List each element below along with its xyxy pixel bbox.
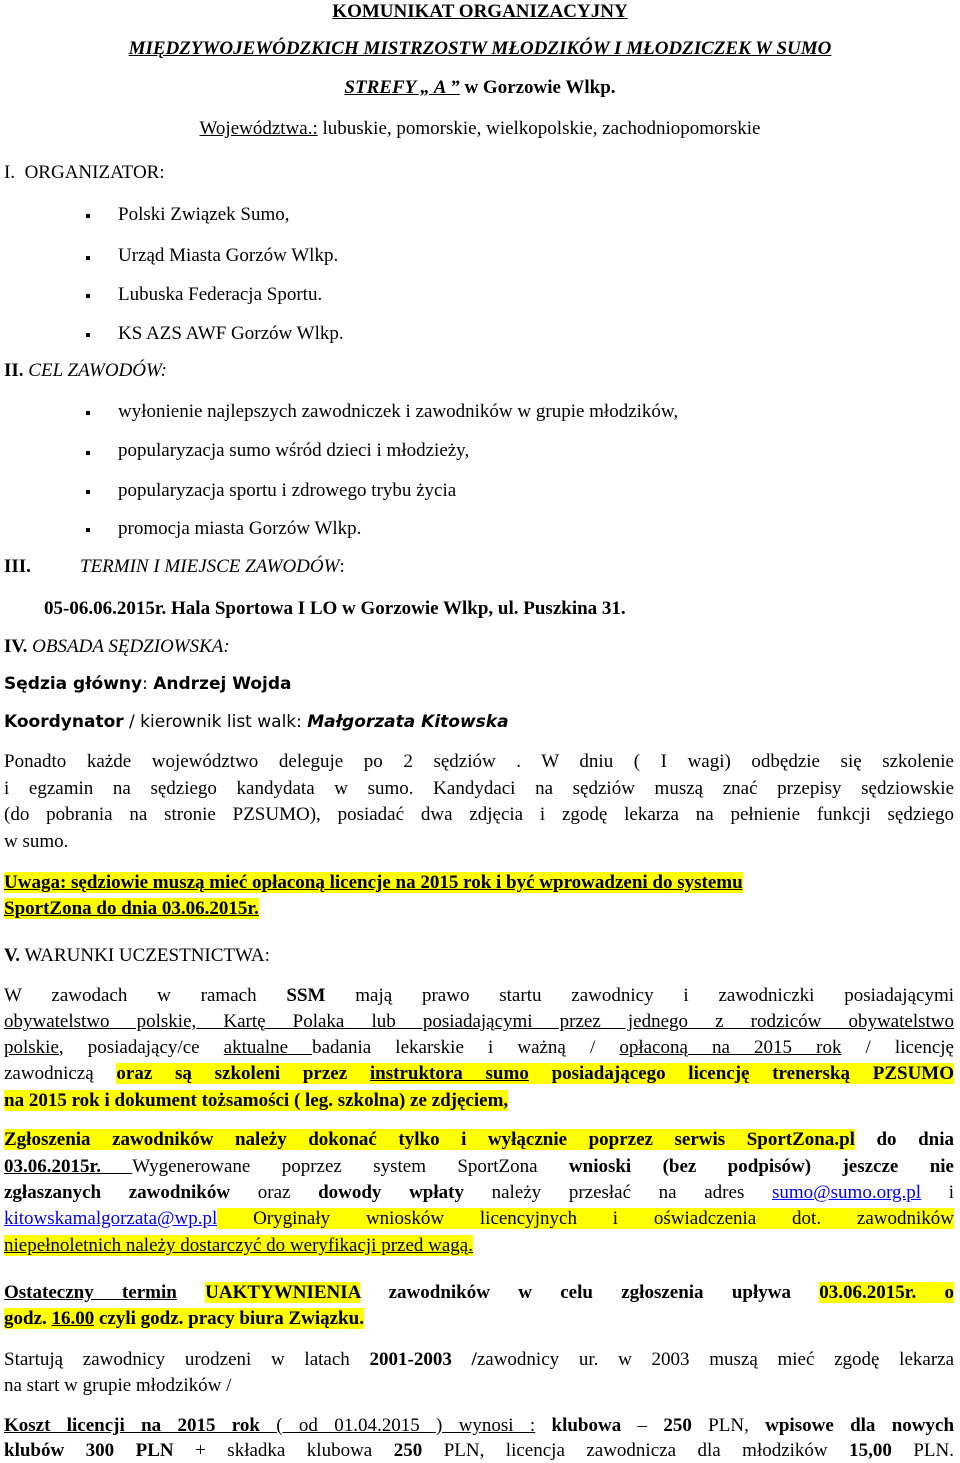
section-referees-heading	[4, 635, 230, 659]
text-run: SSM	[286, 985, 326, 1006]
text-run: na 2015 rok i dokument tożsamości ( leg. szkolna) ze zdjęciem,	[4, 1090, 509, 1111]
text-run: i	[921, 1182, 955, 1203]
paragraph-line	[4, 1234, 473, 1258]
text-run	[177, 1282, 205, 1303]
list-item: Lubuska Federacja Sportu.	[118, 284, 323, 305]
paragraph-line	[4, 984, 954, 1008]
paragraph-line	[4, 1281, 954, 1305]
chief-referee-name: Andrzej Wojda	[153, 674, 292, 694]
bullet-icon	[86, 451, 90, 455]
coordinator-role: / kierownik list walk:	[123, 712, 308, 732]
chief-referee-line	[4, 674, 292, 695]
section-number: I.	[4, 162, 16, 183]
list-item: Polski Związek Sumo,	[118, 204, 290, 225]
text-run: Oryginały wniosków licencyjnych i oświadczenia dot. zawodników	[217, 1208, 954, 1229]
city-name: w Gorzowie Wlkp.	[459, 77, 616, 98]
section-number: V.	[4, 945, 21, 966]
text-run: , posiadający/ce	[58, 1037, 224, 1058]
paragraph-line	[4, 1128, 954, 1152]
text-run: Zgłoszenia zawodników należy dokonać tylko i wyłącznie poprzez serwis SportZona.pl	[4, 1129, 855, 1150]
section-title: TERMIN I MIEJSCE ZAWODÓW	[80, 556, 340, 577]
heading-colon: :	[339, 556, 345, 577]
referee-warning	[4, 897, 259, 921]
text-run: oraz są szkoleni przez	[116, 1063, 370, 1084]
text-run: + składka klubowa	[173, 1440, 394, 1461]
email-link[interactable]: sumo@sumo.org.pl	[771, 1182, 922, 1203]
text-run: ( od 01.04.2015 ) wynosi :	[259, 1415, 536, 1436]
text-run: 15,00	[849, 1440, 892, 1461]
list-item: popularyzacja sportu i zdrowego trybu życia	[118, 480, 457, 501]
paragraph-line: i egzamin na sędziego kandydata w sumo. Kandydaci na sędziów muszą znać przepisy sędziowskie	[4, 778, 954, 799]
text-run: mają prawo startu zawodnicy i zawodniczki posiadającymi	[325, 985, 954, 1006]
chief-referee-label: Sędzia główny	[4, 674, 143, 694]
section-title: ORGANIZATOR:	[24, 162, 165, 183]
text-run: W zawodach w ramach	[4, 985, 287, 1006]
list-item: Urząd Miasta Gorzów Wlkp.	[118, 245, 339, 266]
warning-text: Uwaga: sędziowie muszą mieć opłaconą licencje na 2015 rok i być wprowadzeni do systemu	[4, 872, 743, 893]
bullet-icon	[86, 294, 90, 298]
paragraph-line	[4, 1089, 508, 1113]
text-run: / licencję	[841, 1037, 954, 1058]
text-run: 16.00	[51, 1308, 95, 1329]
paragraph-line	[4, 1439, 954, 1463]
paragraph-line: Ponadto każde województwo deleguje po 2 sędziów . W dniu ( I wagi) odbędzie się szkolenie	[4, 751, 954, 772]
label-separator: :	[142, 674, 154, 694]
text-run: 03.06.2015r. o	[819, 1282, 954, 1303]
text-run: posiadającego licencję trenerską PZSUMO	[528, 1063, 954, 1084]
text-run: oraz	[230, 1182, 319, 1203]
text-run: klubów 300 PLN	[4, 1440, 174, 1461]
list-item: popularyzacja sumo wśród dzieci i młodzieży,	[118, 440, 470, 461]
text-run: 03.06.2015r.	[4, 1156, 133, 1177]
text-run: zgłaszanych zawodników	[4, 1182, 231, 1203]
section-organizer-heading	[4, 161, 165, 185]
bullet-icon	[86, 490, 90, 494]
paragraph-line	[4, 1155, 954, 1179]
voivodeships-list: lubuskie, pomorskie, wielkopolskie, zachodniopomorskie	[317, 118, 761, 139]
text-run: PLN, licencja zawodnicza dla młodzików	[422, 1440, 850, 1461]
text-run: 250	[393, 1440, 423, 1461]
section-title: WARUNKI UCZESTNICTWA:	[24, 945, 270, 966]
paragraph-line	[4, 1036, 954, 1060]
paragraph-line: w sumo.	[4, 831, 69, 852]
text-run: Wygenerowane poprzez system SportZona	[132, 1156, 569, 1177]
text-run: aktualne	[223, 1037, 313, 1058]
list-item: KS AZS AWF Gorzów Wlkp.	[118, 323, 344, 344]
list-item: wyłonienie najlepszych zawodniczek i zawodników w grupie młodzików,	[118, 401, 679, 422]
text-run: Startują zawodnicy urodzeni w latach	[4, 1349, 370, 1370]
zone-name: STREFY „ A ”	[344, 77, 460, 98]
section-title: OBSADA SĘDZIOWSKA:	[32, 636, 230, 657]
coordinator-name: Małgorzata Kitowska	[307, 712, 509, 732]
text-run: należy przesłać na adres	[463, 1182, 772, 1203]
paragraph-line: na start w grupie młodzików /	[4, 1375, 232, 1396]
section-conditions-heading	[4, 944, 270, 968]
text-run: opłaconą na 2015 rok	[619, 1037, 842, 1058]
text-run: zawodnicy ur. w 2003 muszą mieć zgodę lekarza	[476, 1349, 955, 1370]
text-run: PLN,	[691, 1415, 766, 1436]
text-run: wnioski (bez podpisów) jeszcze nie	[568, 1156, 954, 1177]
text-run: wpisowe dla nowych	[765, 1415, 955, 1436]
bullet-icon	[86, 411, 90, 415]
text-run: dowody wpłaty	[318, 1182, 464, 1203]
text-run: Ostateczny termin	[4, 1282, 177, 1303]
warning-text: SportZona do dnia 03.06.2015r.	[4, 898, 259, 919]
paragraph-line	[4, 1207, 954, 1231]
bullet-icon	[86, 528, 90, 532]
section-number: IV.	[4, 636, 28, 657]
paragraph-line: obywatelstwo polskie, Kartę Polaka lub posiadającymi przez jednego z rodziców obywatelstwo	[4, 1011, 954, 1032]
paragraph-line	[4, 1181, 954, 1205]
paragraph-line	[4, 1307, 364, 1331]
bullet-icon	[86, 214, 90, 218]
section-number: III.	[4, 556, 31, 577]
bullet-icon	[86, 256, 90, 260]
text-run: Koszt licencji na 2015 rok	[4, 1415, 260, 1436]
text-run: 250	[663, 1415, 692, 1436]
text-run: zawodników w celu zgłoszenia upływa	[360, 1282, 820, 1303]
bullet-icon	[86, 333, 90, 337]
section-number: II.	[4, 360, 24, 381]
text-run: –	[621, 1415, 664, 1436]
section-term-heading	[80, 555, 345, 579]
text-run: PLN.	[891, 1440, 954, 1461]
section-goal-heading	[4, 359, 167, 383]
text-run: godz.	[4, 1308, 52, 1329]
paragraph-line	[4, 1348, 954, 1372]
text-run: 2001-2003 /	[369, 1349, 477, 1370]
paragraph-line	[4, 1062, 954, 1086]
text-run: zawodniczą	[4, 1063, 117, 1084]
coordinator-line	[4, 712, 509, 733]
voivodeships-line	[0, 117, 960, 141]
text-run: czyli godz. pracy biura Związku.	[94, 1308, 364, 1329]
page-title: KOMUNIKAT ORGANIZACYJNY	[332, 1, 628, 22]
text-run: niepełnoletnich należy dostarczyć do weryfikacji przed wagą.	[4, 1235, 473, 1256]
text-run: UAKTYWNIENIA	[205, 1282, 361, 1303]
text-run: do dnia	[854, 1129, 954, 1150]
email-link[interactable]: kitowskamalgorzata@wp.pl	[4, 1208, 218, 1229]
text-run: badania lekarskie i ważną /	[312, 1037, 620, 1058]
text-run: polskie	[4, 1037, 59, 1058]
list-item: promocja miasta Gorzów Wlkp.	[118, 518, 362, 539]
voivodeships-label: Województwa.:	[199, 118, 318, 139]
event-zone-line	[0, 76, 960, 100]
coordinator-label: Koordynator	[4, 712, 124, 732]
text-run	[535, 1415, 551, 1436]
event-date-place: 05-06.06.2015r. Hala Sportowa I LO w Gorzowie Wlkp, ul. Puszkina 31.	[44, 598, 626, 619]
paragraph-line	[4, 1414, 954, 1438]
paragraph-line: (do pobrania na stronie PZSUMO), posiadać dwa zdjęcia i zgodę lekarza na pełnienie funkcji sędziego	[4, 804, 954, 825]
event-subtitle: MIĘDZYWOJEWÓDZKICH MISTRZOSTW MŁODZIKÓW I MŁODZICZEK W SUMO	[128, 38, 832, 59]
referee-warning	[4, 871, 743, 895]
section-title: CEL ZAWODÓW:	[28, 360, 167, 381]
text-run: instruktora sumo	[369, 1063, 529, 1084]
text-run: klubowa	[551, 1415, 622, 1436]
